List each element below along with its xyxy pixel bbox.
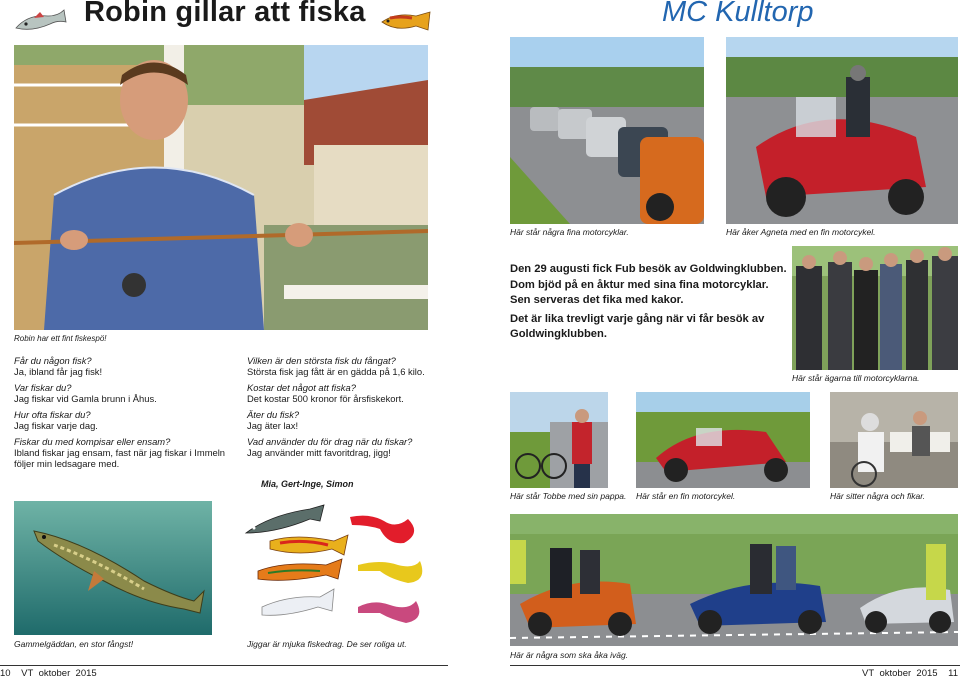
issue-year: 2015 xyxy=(75,668,97,679)
footer-right xyxy=(862,668,958,679)
fish-logo-left xyxy=(14,4,68,36)
question: Vad använder du för drag när du fiskar? xyxy=(247,436,413,447)
answer: Jag fiskar vid Gamla brunn i Åhus. xyxy=(14,393,157,404)
jigs-illustration xyxy=(240,499,440,639)
article-paragraph: Sen serveras det fika med kakor. xyxy=(510,294,684,306)
fish-logo-right xyxy=(378,8,434,34)
answer: Jag äter lax! xyxy=(247,420,299,431)
article-paragraph: Den 29 augusti fick Fub besök av Goldwingklubben. xyxy=(510,263,787,275)
qa-item xyxy=(247,436,457,458)
fika-caption: Här sitter några och fikar. xyxy=(830,491,926,501)
goldwing-article xyxy=(510,262,800,343)
page-title-left: Robin gillar att fiska xyxy=(84,0,366,28)
qa-item xyxy=(14,355,234,377)
agneta-photo xyxy=(726,37,958,224)
tobbe-caption: Här står Tobbe med sin pappa. xyxy=(510,491,627,501)
article-paragraph: Det är lika trevligt varje gång när vi får besök av Goldwingklubben. xyxy=(510,312,765,340)
page-number: 10 xyxy=(0,668,11,679)
footer-rule-left xyxy=(0,665,448,666)
robin-photo-caption: Robin har ett fint fiskespö! xyxy=(14,334,107,343)
issue-month: oktober xyxy=(38,668,71,679)
qa-item xyxy=(247,409,457,431)
signature: Mia, Gert-Inge, Simon xyxy=(261,479,354,489)
footer-rule-right xyxy=(510,665,960,666)
qa-item xyxy=(14,436,234,469)
question: Får du någon fisk? xyxy=(14,355,92,366)
question: Hur ofta fiskar du? xyxy=(14,409,91,420)
owners-caption: Här står ägarna till motorcyklarna. xyxy=(792,373,920,383)
riders-photo xyxy=(510,514,958,646)
fika-photo xyxy=(830,392,958,488)
issue-year: 2015 xyxy=(916,668,938,679)
question: Äter du fisk? xyxy=(247,409,300,420)
qa-item xyxy=(247,355,457,377)
answer: Jag använder mitt favoritdrag, jigg! xyxy=(247,447,391,458)
qa-item xyxy=(14,409,234,431)
answer: Ibland fiskar jag ensam, fast när jag fiskar i Immeln följer min ledsagare med. xyxy=(14,447,226,469)
bike-caption: Här står en fin motorcykel. xyxy=(636,491,736,501)
interview-right-column xyxy=(247,355,457,463)
magazine-name: VT xyxy=(21,668,34,679)
magazine-name: VT xyxy=(862,668,875,679)
question: Var fiskar du? xyxy=(14,382,72,393)
qa-item xyxy=(247,382,457,404)
robin-photo xyxy=(14,45,428,330)
answer: Största fisk jag fått är en gädda på 1,6 kilo. xyxy=(247,366,425,377)
interview-left-column xyxy=(14,355,234,474)
agneta-caption: Här åker Agneta med en fin motorcykel. xyxy=(726,227,876,237)
bikes-caption: Här står några fina motorcyklar. xyxy=(510,227,629,237)
issue-month: oktober xyxy=(879,668,912,679)
pike-caption: Gammelgäddan, en stor fångst! xyxy=(14,639,134,649)
owners-photo xyxy=(792,246,958,370)
pike-photo xyxy=(14,501,212,635)
red-bike-photo xyxy=(636,392,810,488)
question: Kostar det något att fiska? xyxy=(247,382,356,393)
qa-item xyxy=(14,382,234,404)
answer: Jag fiskar varje dag. xyxy=(14,420,98,431)
page-title-right: MC Kulltorp xyxy=(662,0,814,28)
riders-caption: Här är några som ska åka iväg. xyxy=(510,650,629,660)
page-number: 11 xyxy=(948,668,958,679)
parked-bikes-photo xyxy=(510,37,704,224)
answer: Ja, ibland får jag fisk! xyxy=(14,366,103,377)
answer: Det kostar 500 kronor för årsfiskekort. xyxy=(247,393,404,404)
footer-left xyxy=(0,668,97,679)
tobbe-photo xyxy=(510,392,608,488)
question: Fiskar du med kompisar eller ensam? xyxy=(14,436,171,447)
question: Vilken är den största fisk du fångat? xyxy=(247,355,396,366)
jigs-caption: Jiggar är mjuka fiskedrag. De ser roliga ut. xyxy=(247,639,407,649)
article-paragraph: Dom bjöd på en åktur med sina fina motorcyklar. xyxy=(510,278,769,291)
